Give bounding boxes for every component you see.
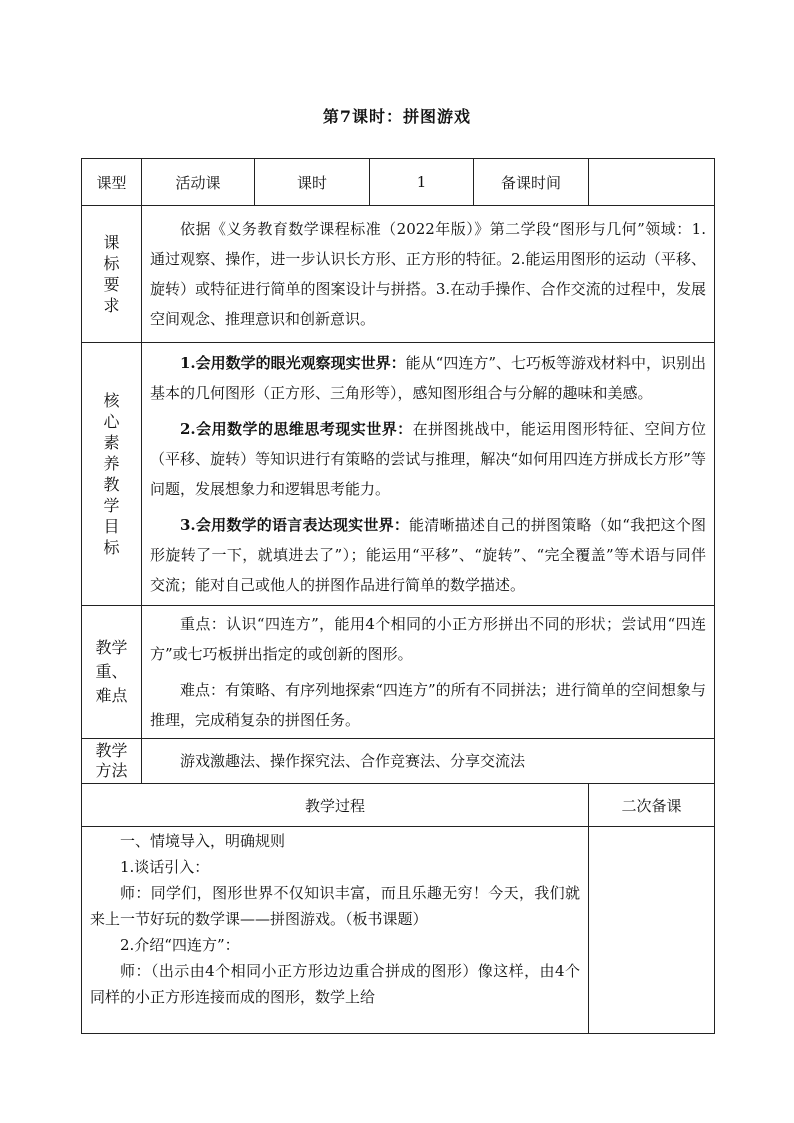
core-literacy-label: 核 心 素 养 教 学 目 标 bbox=[82, 343, 142, 606]
method-content bbox=[142, 739, 715, 784]
standard-text: 依据《义务教育数学课程标准（2022年版）》第二学段“图形与几何”领域：1. 通过观察、操作，进一步认识长方形、正方形的特征。2.能运用图形的运动（平移、旋转）或特征进行简单的图案设计与拼搭。3.在动手操作、合作交流的过程中，发展空间观念、推理意识和创新意识。 bbox=[150, 220, 706, 328]
core-literacy-row bbox=[82, 343, 715, 606]
lesson-plan-table bbox=[81, 158, 715, 1034]
process-header-row bbox=[82, 784, 715, 827]
type-value: 活动课 bbox=[142, 159, 255, 206]
hours-label: 课时 bbox=[255, 159, 370, 206]
second-prep-header: 二次备课 bbox=[589, 784, 715, 827]
goal-item: 1.会用数学的眼光观察现实世界：能从“四连方”、七巧板等游戏材料中，识别出基本的几何图形（正方形、三角形等），感知图形组合与分解的趣味和美感。 bbox=[150, 354, 707, 402]
prep-time-label: 备课时间 bbox=[474, 159, 589, 206]
type-label: 课型 bbox=[82, 159, 142, 206]
key-point: 重点：认识“四连方”，能用4个相同的小正方形拼出不同的形状；尝试用“四连方”或七巧板拼出指定的或创新的图形。 bbox=[150, 615, 706, 663]
process-content bbox=[82, 827, 589, 1034]
process-line: 一、情境导入，明确规则 bbox=[120, 832, 286, 850]
standard-label: 课 标 要 求 bbox=[82, 206, 142, 343]
method-text: 游戏激趣法、操作探究法、合作竞赛法、分享交流法 bbox=[180, 752, 526, 770]
focus-content bbox=[142, 606, 715, 739]
standard-row bbox=[82, 206, 715, 343]
process-line: 1.谈话引入： bbox=[120, 858, 210, 876]
hours-value: 1 bbox=[370, 159, 474, 206]
method-row bbox=[82, 739, 715, 784]
prep-time-value bbox=[589, 159, 715, 206]
process-line: 师：（出示由4个相同小正方形边边重合拼成的图形）像这样，由4个同样的小正方形连接而成的图形，数学上给 bbox=[90, 962, 580, 1006]
core-literacy-content bbox=[142, 343, 715, 606]
focus-label: 教学 重、 难点 bbox=[82, 606, 142, 739]
page-title: 第7课时：拼图游戏 bbox=[322, 107, 472, 126]
difficult-point: 难点：有策略、有序列地探索“四连方”的所有不同拼法；进行简单的空间想象与推理，完成稍复杂的拼图任务。 bbox=[150, 681, 706, 729]
process-line: 师：同学们，图形世界不仅知识丰富，而且乐趣无穷！今天，我们就来上一节好玩的数学课——拼图游戏。（板书课题） bbox=[90, 884, 580, 928]
goal-item: 3.会用数学的语言表达现实世界：能清晰描述自己的拼图策略（如“我把这个图形旋转了一下，就填进去了”）；能运用“平移”、“旋转”、“完全覆盖”等术语与同伴交流；能对自己或他人的拼图作品进行简单的数学描述。 bbox=[150, 516, 706, 594]
second-prep-content bbox=[589, 827, 715, 1034]
process-header: 教学过程 bbox=[82, 784, 589, 827]
process-row bbox=[82, 827, 715, 1034]
focus-row bbox=[82, 606, 715, 739]
standard-content bbox=[142, 206, 715, 343]
goal-item: 2.会用数学的思维思考现实世界：在拼图挑战中，能运用图形特征、空间方位（平移、旋转）等知识进行有策略的尝试与推理，解决“如何用四连方拼成长方形”等问题，发展想象力和逻辑思考能力。 bbox=[150, 420, 706, 498]
header-row bbox=[82, 159, 715, 206]
method-label: 教学 方法 bbox=[82, 739, 142, 784]
process-line: 2.介绍“四连方”： bbox=[120, 936, 240, 954]
